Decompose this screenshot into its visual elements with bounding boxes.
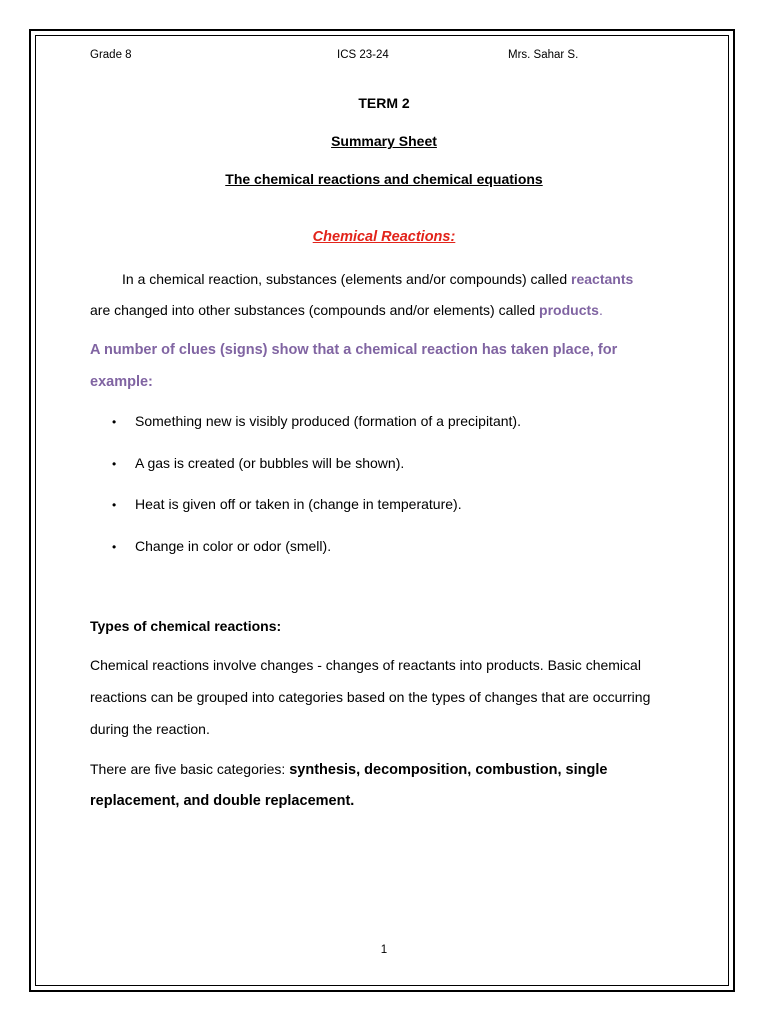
bullet-icon: • — [112, 415, 117, 429]
list-item — [112, 538, 331, 554]
types-heading: Types of chemical reactions: — [90, 618, 282, 634]
list-item-text: A gas is created (or bubbles will be shown). — [135, 455, 405, 471]
header-teacher: Mrs. Sahar S. — [508, 49, 579, 61]
clues-heading-line-1: A number of clues (signs) show that a chemical reaction has taken place, for — [90, 342, 618, 358]
bullet-icon: • — [112, 540, 117, 554]
types-paragraph-line-2: reactions can be grouped into categories based on the types of changes that are occurring — [90, 689, 651, 705]
intro-line-2 — [90, 302, 603, 318]
list-item-text: Heat is given off or taken in (change in temperature). — [135, 496, 462, 512]
intro-text: In a chemical reaction, substances (elements and/or compounds) called — [122, 271, 572, 287]
list-item-text: Change in color or odor (smell). — [135, 538, 332, 554]
types-paragraph-line-3: during the reaction. — [90, 721, 210, 737]
list-item-text: Something new is visibly produced (formation of a precipitant). — [135, 413, 521, 429]
categories-line-1 — [90, 761, 607, 778]
bullet-icon: • — [112, 498, 117, 512]
clues-heading-line-2: example: — [90, 374, 153, 390]
categories-intro: There are five basic categories: — [90, 761, 290, 777]
intro-line-1 — [122, 271, 633, 287]
section-heading-chemical-reactions: Chemical Reactions: — [312, 229, 456, 245]
header-course: ICS 23-24 — [337, 49, 389, 61]
categories-list: synthesis, decomposition, combustion, single — [289, 762, 608, 778]
document-subtitle: The chemical reactions and chemical equations — [225, 171, 543, 187]
products-term: products — [539, 302, 599, 318]
sheet-title: Summary Sheet — [331, 133, 437, 149]
reactants-term: reactants — [571, 271, 634, 287]
categories-line-2: replacement, and double replacement. — [90, 793, 355, 809]
bullet-icon: • — [112, 457, 117, 471]
intro-period: . — [598, 302, 603, 318]
types-paragraph-line-1: Chemical reactions involve changes - changes of reactants into products. Basic chemical — [90, 657, 641, 673]
header-grade: Grade 8 — [90, 49, 132, 61]
page-number: 1 — [380, 944, 388, 956]
intro-text: are changed into other substances (compounds and/or elements) called — [90, 302, 540, 318]
list-item — [112, 455, 404, 471]
list-item — [112, 413, 521, 429]
list-item — [112, 496, 462, 512]
term-title: TERM 2 — [358, 95, 410, 111]
